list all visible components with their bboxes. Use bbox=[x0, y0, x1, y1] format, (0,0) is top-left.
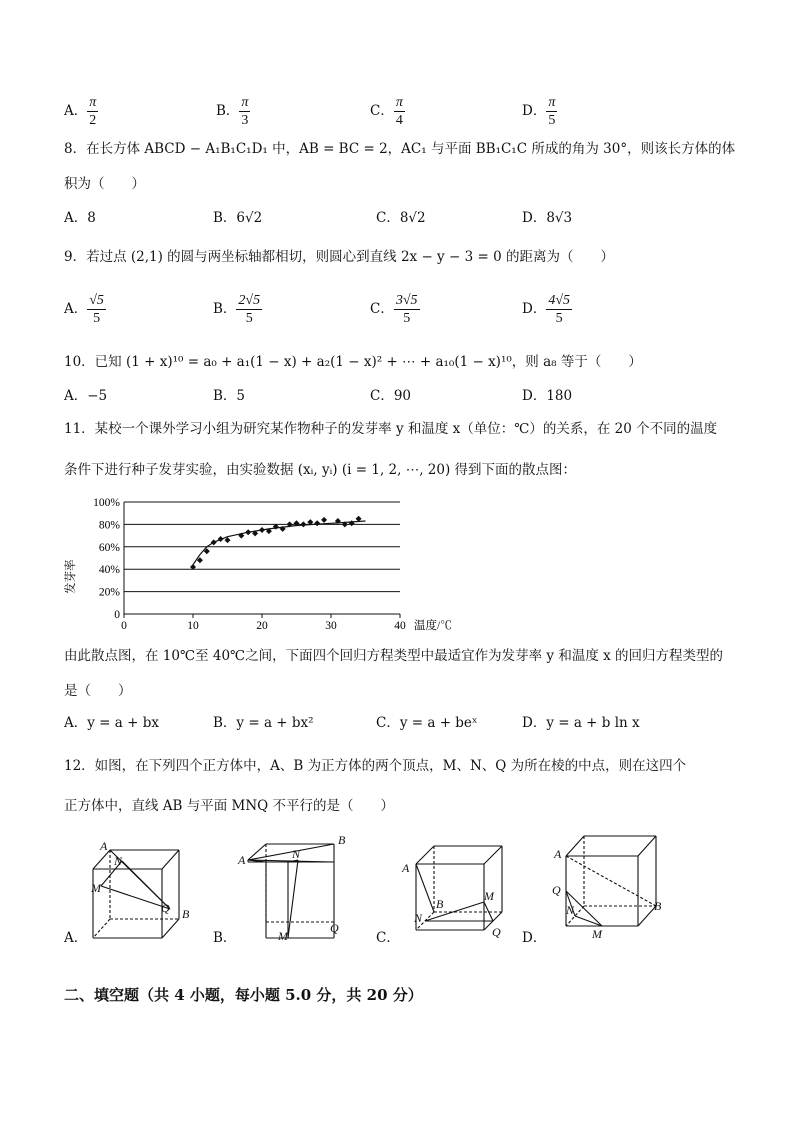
x-tick-label: 30 bbox=[325, 620, 337, 632]
svg-text:A: A bbox=[100, 839, 108, 853]
chart-grid bbox=[124, 502, 400, 592]
q7-option-d: D． $\frac{\pi}{5}$ bbox=[522, 95, 556, 128]
y-tick-label: 20% bbox=[98, 586, 120, 599]
svg-text:B: B bbox=[654, 899, 662, 913]
svg-text:Q: Q bbox=[161, 901, 170, 915]
svg-text:M: M bbox=[91, 881, 101, 895]
q10-option-a: A．−5 bbox=[64, 388, 108, 404]
cube-figure-d bbox=[546, 828, 676, 942]
data-point bbox=[300, 521, 306, 527]
q9-option-a: A． $\frac{√5}{5}$ bbox=[64, 293, 104, 326]
svg-text:N: N bbox=[114, 854, 123, 868]
svg-text:A: A bbox=[402, 861, 410, 875]
q9-stem: 9．若过点 (2,1) 的圆与两坐标轴都相切，则圆心到直线 2x − y − 3 = 0 的距离为（ ） bbox=[64, 249, 614, 265]
svg-text:B: B bbox=[338, 833, 346, 847]
cube-figure-c bbox=[396, 838, 516, 946]
q11-stem-line1: 11．某校一个课外学习小组为研究某作物种子的发芽率 y 和温度 x（单位：℃）的关系，在 20 个不同的温度 bbox=[64, 421, 718, 437]
q12-label-c: C． bbox=[376, 930, 400, 946]
data-point bbox=[218, 536, 224, 542]
svg-text:M: M bbox=[484, 889, 494, 903]
q10-option-d: D．180 bbox=[522, 388, 573, 404]
q7-option-b: B． $\frac{\pi}{3}$ bbox=[216, 95, 249, 128]
q12-label-b: B． bbox=[213, 930, 237, 946]
y-axis-label: 发芽率 bbox=[65, 559, 77, 594]
y-tick-label: 40% bbox=[98, 564, 120, 577]
q7-option-a: A． $\frac{\pi}{2}$ bbox=[64, 95, 97, 128]
y-tick-label: 100% bbox=[93, 497, 120, 509]
svg-text:A: A bbox=[238, 853, 246, 867]
q8-option-c: C．8√2 bbox=[376, 210, 426, 226]
q11-after-line2: 是（ ） bbox=[64, 683, 132, 699]
q10-option-c: C．90 bbox=[370, 388, 412, 404]
q12-label-d: D． bbox=[522, 930, 547, 946]
x-axis-label: 温度/℃ bbox=[414, 620, 452, 632]
fit-curve-line bbox=[193, 521, 366, 565]
cube-figure-b bbox=[236, 830, 356, 950]
data-point bbox=[259, 527, 265, 533]
q7-option-c: C． $\frac{\pi}{4}$ bbox=[370, 95, 403, 128]
q10-option-b: B．5 bbox=[213, 388, 246, 404]
q12-stem-line1: 12．如图，在下列四个正方体中，A、B 为正方体的两个顶点，M、N、Q 为所在棱的中点，则在这四个 bbox=[64, 758, 687, 774]
svg-text:N: N bbox=[292, 847, 301, 861]
q8-option-a: A．8 bbox=[64, 210, 96, 226]
q9-option-c: C． $\frac{3√5}{5}$ bbox=[370, 293, 418, 326]
x-tick-label: 0 bbox=[121, 620, 127, 632]
svg-text:Q: Q bbox=[492, 925, 501, 939]
y-tick-label: 60% bbox=[98, 541, 120, 554]
q11-option-b: B．y = a + bx² bbox=[213, 715, 314, 731]
x-tick-label: 20 bbox=[256, 620, 268, 632]
data-point bbox=[321, 517, 327, 523]
q9-option-d: D． $\frac{4√5}{5}$ bbox=[522, 293, 571, 326]
q8-option-b: B．6√2 bbox=[213, 210, 263, 226]
q8-stem-line1: 8．在长方体 ABCD − A₁B₁C₁D₁ 中，AB = BC = 2，AC₁ 与平面 BB₁C₁C 所成的角为 30°，则该长方体的体 bbox=[64, 141, 736, 157]
svg-text:B: B bbox=[182, 907, 190, 921]
q9-option-b: B． $\frac{2√5}{5}$ bbox=[213, 293, 261, 326]
q12-stem-line2: 正方体中，直线 AB 与平面 MNQ 不平行的是（ ） bbox=[64, 798, 395, 814]
y-tick-label: 80% bbox=[98, 519, 120, 532]
chart-labels bbox=[63, 497, 452, 632]
data-point bbox=[314, 520, 320, 526]
q10-stem: 10．已知 (1 + x)¹⁰ = a₀ + a₁(1 − x) + a₂(1 − x)² + ⋯ + a₁₀(1 − x)¹⁰，则 a₈ 等于（ ） bbox=[64, 354, 642, 370]
svg-text:A: A bbox=[554, 847, 562, 861]
q11-option-a: A．y = a + bx bbox=[64, 715, 159, 731]
x-tick-label: 10 bbox=[187, 620, 199, 632]
section2-title: 二、填空题（共 4 小题，每小题 5.0 分，共 20 分） bbox=[64, 986, 423, 1004]
data-point bbox=[245, 529, 251, 535]
q11-option-c: C．y = a + beˣ bbox=[376, 715, 478, 731]
data-point bbox=[211, 539, 217, 545]
svg-text:N: N bbox=[414, 911, 423, 925]
q8-stem-line2: 积为（ ） bbox=[64, 176, 145, 192]
q11-stem-line2: 条件下进行种子发芽实验，由实验数据 (xᵢ, yᵢ) (i = 1, 2, ⋯, 20) 得到下面的散点图： bbox=[64, 462, 577, 478]
svg-text:Q: Q bbox=[330, 921, 339, 935]
scatter-chart bbox=[60, 490, 480, 635]
y-tick-label: 0 bbox=[114, 609, 120, 621]
svg-text:M: M bbox=[592, 927, 602, 938]
svg-text:Q: Q bbox=[552, 883, 561, 897]
svg-text:M: M bbox=[278, 929, 288, 943]
fit-curve bbox=[193, 521, 366, 565]
x-tick-label: 40 bbox=[394, 620, 406, 632]
q8-option-d: D．8√3 bbox=[522, 210, 573, 226]
svg-text:B: B bbox=[436, 897, 444, 911]
svg-text:N: N bbox=[566, 903, 575, 917]
q12-label-a: A． bbox=[64, 930, 88, 946]
q11-after-line1: 由此散点图，在 10℃至 40℃之间，下面四个回归方程类型中最适宜作为发芽率 y 和温度 x 的回归方程类型的 bbox=[64, 648, 724, 664]
q11-option-d: D．y = a + b ln x bbox=[522, 715, 640, 731]
